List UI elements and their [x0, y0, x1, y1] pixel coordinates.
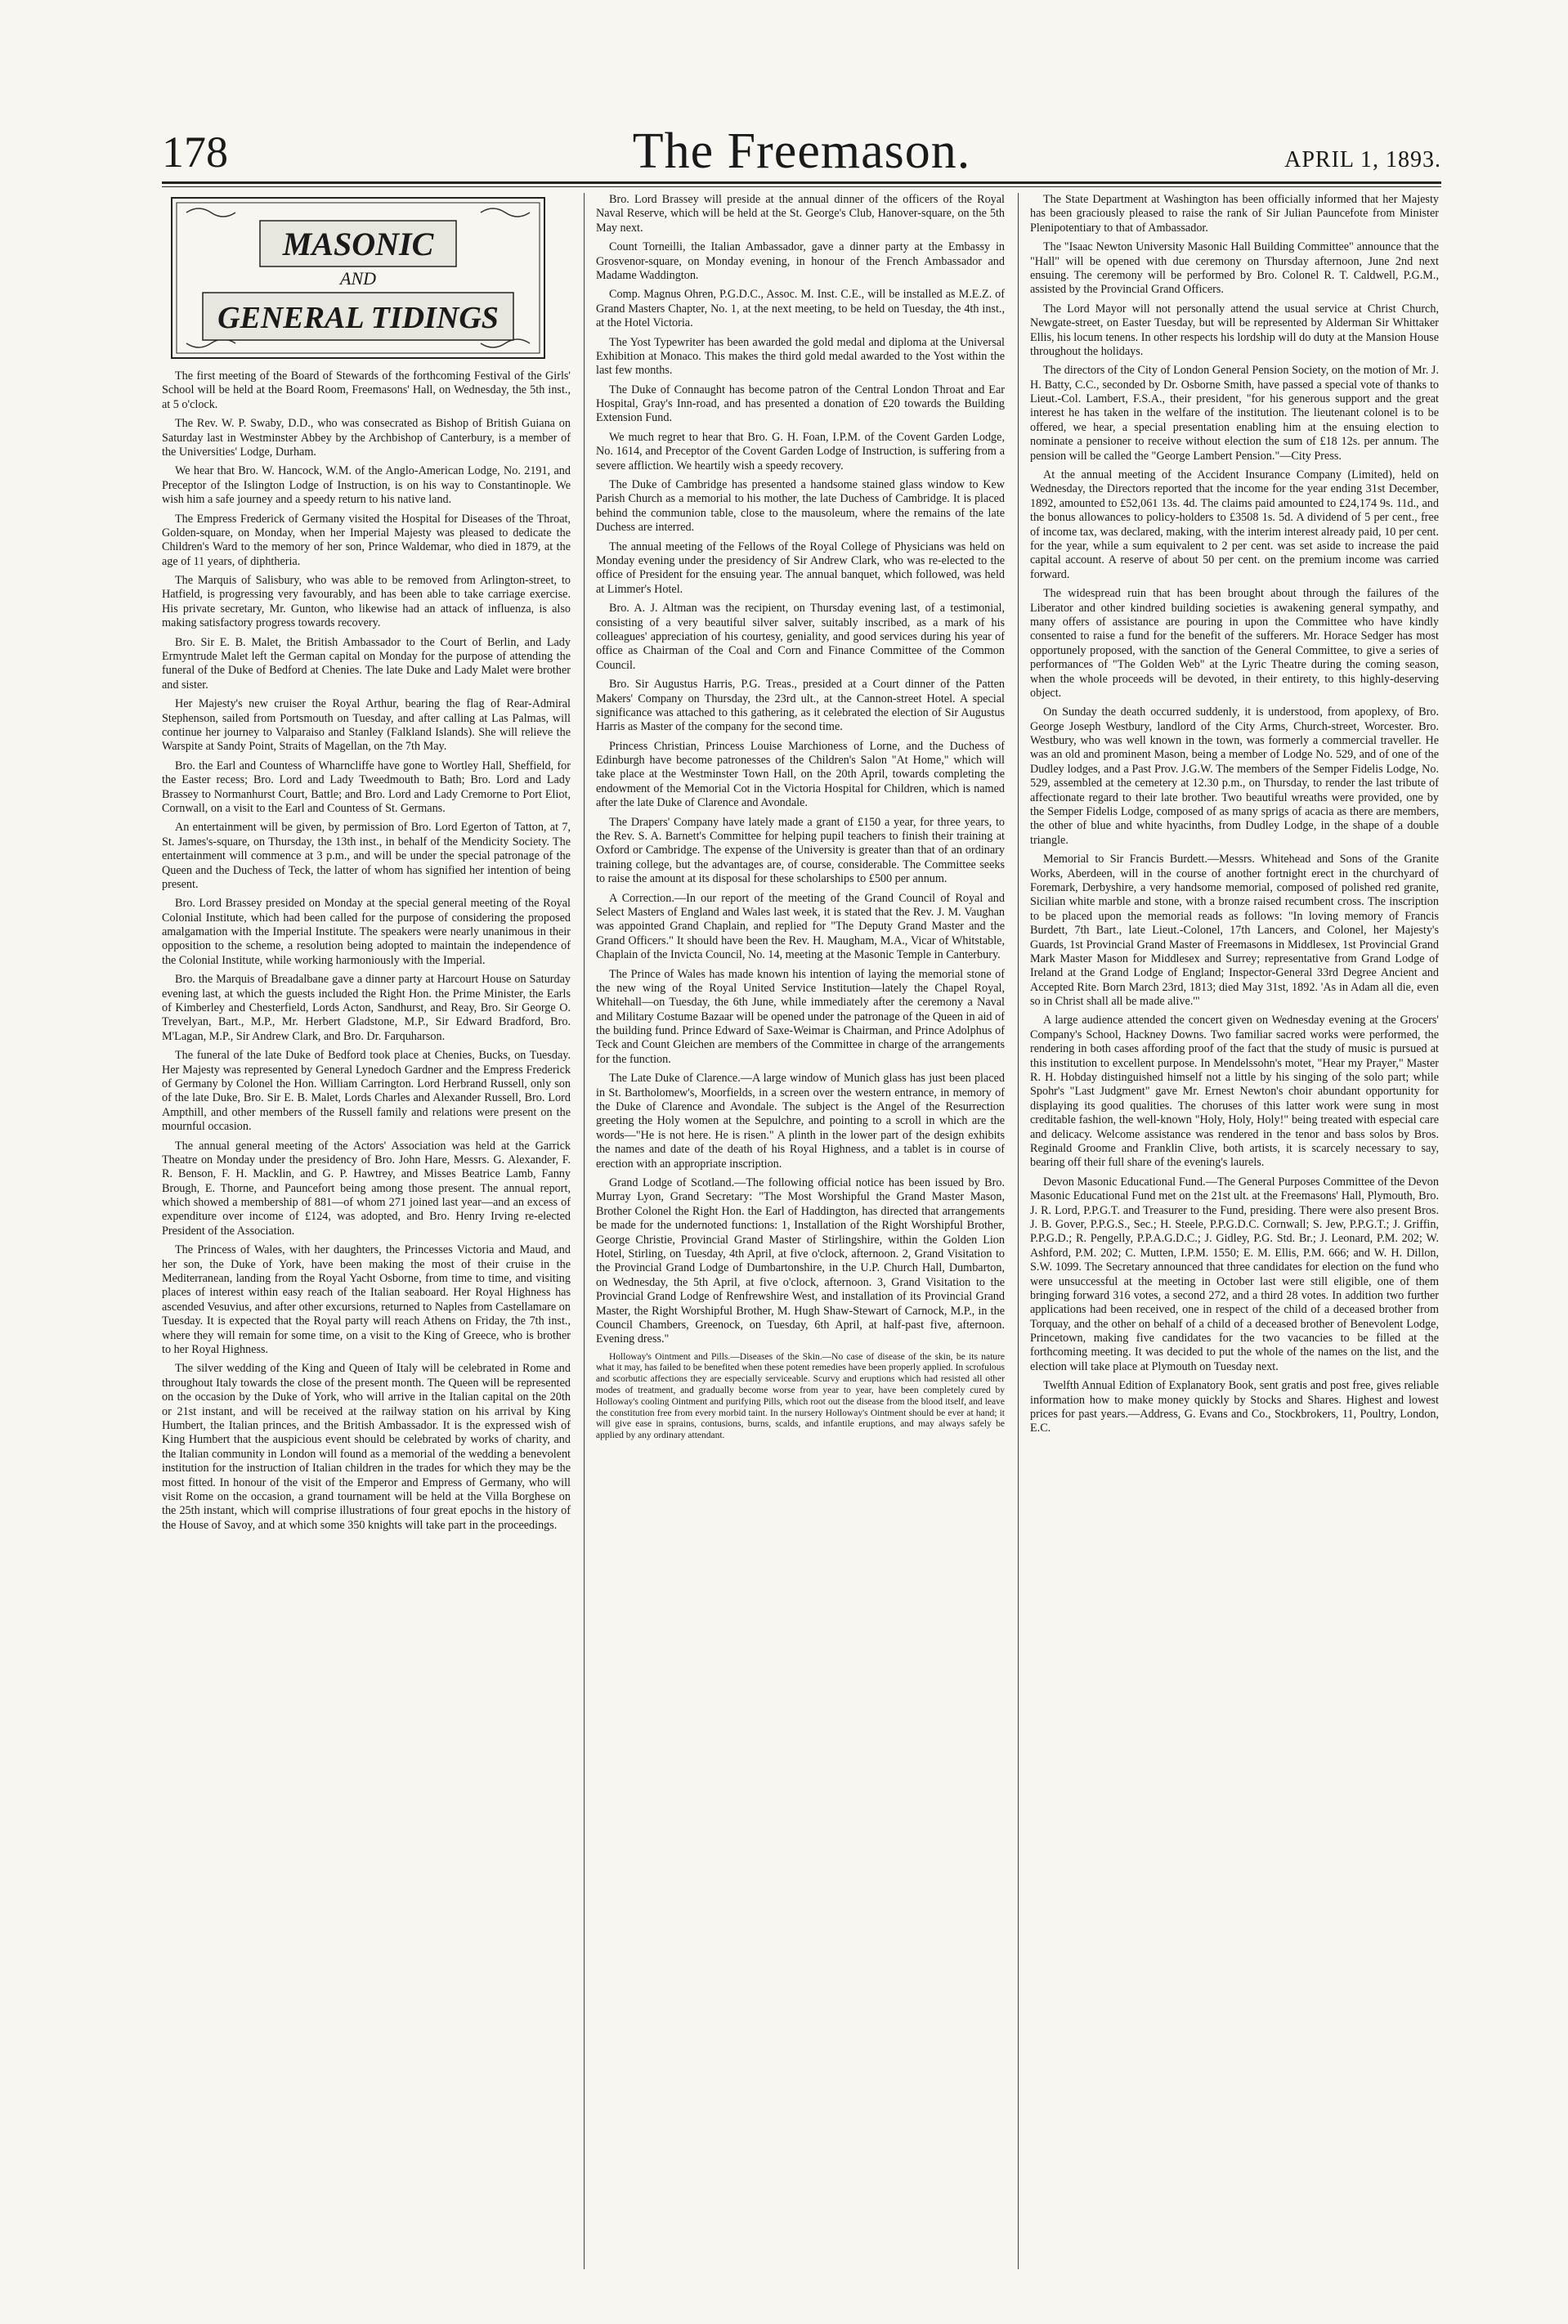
article-paragraph: The "Isaac Newton University Masonic Hall Building Committee" announce that the "Hall" will be opened with due ceremony on Thursday afternoon, June 2nd next ensuing. The ceremony will be performed by Bro. Colonel R. T. Caldwell, P.G.M., assisted by the Provincial Grand Officers.	[1030, 240, 1439, 297]
advertisement-paragraph: Twelfth Annual Edition of Explanatory Book, sent gratis and post free, gives reliable information how to make money quickly by Stocks and Shares. Highest and lowest prices for past years.—Address, G. Evans and Co., Stockbrokers, 11, Poultry, London, E.C.	[1030, 1379, 1439, 1435]
article-paragraph: The Rev. W. P. Swaby, D.D., who was consecrated as Bishop of British Guiana on Saturday last in Westminster Abbey by the Archbishop of Canterbury, is a member of the Universities' Lodge, Durham.	[162, 417, 571, 459]
column-divider	[584, 193, 585, 2269]
masonic-tidings-banner	[170, 196, 546, 360]
article-paragraph: The Drapers' Company have lately made a grant of £150 a year, for three years, to the Rev. S. A. Barnett's Committee for helping pupil teachers to finish their training at Oxford or Cambridge. The expense of the University is greater than that of an ordinary training college, but the advantages are, of course, considerable. The Committee seeks to raise the amount at its disposal for these scholarships to £500 per annum.	[596, 815, 1005, 886]
article-paragraph: The Princess of Wales, with her daughters, the Princesses Victoria and Maud, and her son, the Duke of York, have been making the most of their cruise in the Mediterranean, landing from the Royal Yacht Osborne, from time to time, and visiting places of interest within easy reach of the Italian seaboard. Her Royal Highness has ascended Vesuvius, and after other excursions, returned to Naples from Castellamare on Tuesday. It is expected that the Royal party will reach Athens on Friday, the 7th inst., where they will remain for some time, on a visit to the King of Greece, who is brother to her Royal Highness.	[162, 1243, 571, 1356]
heading-line-general-tidings: GENERAL TIDINGS	[217, 301, 499, 335]
article-paragraph: Bro. the Marquis of Breadalbane gave a dinner party at Harcourt House on Saturday evening last, at which the guests included the Right Hon. the Prime Minister, the Earls of Kimberley and Chesterfield, Lords Acton, Sandhurst, and Reay, Bro. Sir George O. Trevelyan, Bart., M.P., Mr. Herbert Gladstone, M.P., Sir Edward Bradford, Bro. M'Lagan, M.P., Sir Andrew Clark, and Bro. Dr. Farquharson.	[162, 973, 571, 1043]
article-paragraph: The Prince of Wales has made known his intention of laying the memorial stone of the new wing of the Royal United Service Institution—lately the Chapel Royal, Whitehall—on Tuesday, the 6th June, while immediately after the ceremony a Naval and Military Costume Bazaar will be opened under the patronage of the Queen in aid of the building fund. Prince Edward of Saxe-Weimar is Chairman, and Prince Adolphus of Teck and Count Gleichen are members of the Committee in charge of the arrangements for the function.	[596, 967, 1005, 1066]
article-paragraph: Bro. Sir E. B. Malet, the British Ambassador to the Court of Berlin, and Lady Ermyntrude Malet left the German capital on Monday for the purpose of attending the funeral of the Duke of Bedford at Chenies. The late Duke and Lady Malet were brother and sister.	[162, 635, 571, 692]
article-paragraph: The annual meeting of the Fellows of the Royal College of Physicians was held on Monday evening under the presidency of Sir Andrew Clark, who was re-elected to the office of President for the ensuing year. The annual banquet, which followed, was held at Limmer's Hotel.	[596, 540, 1005, 596]
header-rule	[162, 181, 1441, 184]
article-paragraph: The silver wedding of the King and Queen of Italy will be celebrated in Rome and throughout Italy towards the close of the present month. The Queen will be represented on the occasion by the Duke of York, who will arrive in the Italian capital on the 20th or 21st instant, and will be received at the railway station on his arrival by King Humbert, the Italian princes, and the British Ambassador. It is the expressed wish of King Humbert that the auspicious event should be celebrated by works of charity, and the Italian community in London will found as a memorial of the wedding a benevolent institution for the instruction of Italian children in the trades for which they may be the most fitted. In honour of the visit of the Emperor and Empress of Germany, who will visit Rome on the occasion, a grand tournament will be held at the Villa Borghese on the 25th instant, which will comprise illustrations of four great epochs in the history of the House of Savoy, and at which some 350 knights will take part in the proceedings.	[162, 1362, 571, 1532]
masthead	[162, 123, 1441, 180]
article-paragraph: The first meeting of the Board of Stewards of the forthcoming Festival of the Girls' School will be held at the Board Room, Freemasons' Hall, on Wednesday, the 5th inst., at 5 o'clock.	[162, 369, 571, 411]
article-paragraph: Grand Lodge of Scotland.—The following official notice has been issued by Bro. Murray Lyon, Grand Secretary: "The Most Worshipful the Grand Master Mason, Brother Colonel the Right Hon. the Earl of Haddington, has directed that arrangements be made for the undernoted functions: 1, Installation of the Right Worshipful Brother, George Christie, Provincial Grand Master of Stirlingshire, within the Golden Lion Hotel, Stirling, on Tuesday, 4th April, at five o'clock, afternoon. 2, Grand Visitation to the Provincial Grand Lodge of Dumbartonshire, in the U.P. Church Hall, Dumbarton, on Wednesday, the 5th April, at five o'clock, afternoon. 3, Grand Visitation to the Provincial Grand Lodge of Renfrewshire West, and installation of its Provincial Grand Master, the Right Worshipful Brother, M. Hugh Shaw-Stewart of Carnock, M.P., in the Council Chambers, Greenock, on Tuesday, 6th April, at half-past five, afternoon. Evening dress."	[596, 1176, 1005, 1346]
header-rule-thin	[162, 186, 1441, 187]
article-paragraph: Bro. Lord Brassey will preside at the annual dinner of the officers of the Royal Naval Reserve, which will be held at the St. George's Club, Hanover-square, on the 5th May next.	[596, 193, 1005, 235]
article-paragraph: We hear that Bro. W. Hancock, W.M. of the Anglo-American Lodge, No. 2191, and Preceptor of the Islington Lodge of Instruction, is on his way to Constantinople. We wish him a safe journey and a speedy return to his native land.	[162, 464, 571, 507]
article-paragraph: On Sunday the death occurred suddenly, it is understood, from apoplexy, of Bro. George Joseph Westbury, landlord of the City Arms, Church-street, Worcester. Bro. Westbury, who was well known in the town, was formerly a commercial traveller. He was an old and prominent Mason, being a member of Lodge No. 529, and of one of the Dudley lodges, and a Past Prov. J.G.W. The members of the Semper Fidelis Lodge, No. 529, assembled at the cemetery at 12.30 p.m., on Thursday, to render the last tribute of affectionate regard to their late brother. Two beautiful wreaths were provided, one by the Semper Fidelis Lodge, composed of as many sprigs of acacia as there are members, the other of blue and white hyacinths, from Dudley Lodge, in the shape of a double triangle.	[1030, 705, 1439, 847]
article-paragraph: The widespread ruin that has been brought about through the failures of the Liberator and other kindred building societies is awakening general sympathy, and many offers of assistance are pouring in upon the Committee who have kindly consented to raise a fund for the benefit of the sufferers. Mr. Horace Sedger has most opportunely proposed, with the sanction of the General Committee, to give a series of performances of "The Golden Web" at the Lyric Theatre during the coming season, when the whole proceeds will be devoted, in their entirety, to this highly-deserving object.	[1030, 587, 1439, 700]
article-paragraph: The funeral of the late Duke of Bedford took place at Chenies, Bucks, on Tuesday. Her Majesty was represented by General Lynedoch Gardner and the Empress Frederick of Germany by Colonel the Hon. William Carrington. Lord Herbrand Russell, only son of the late Duke, Bro. Sir E. B. Malet, Lords Charles and Alexander Russell, Bro. Lord Ampthill, and other members of the Russell family and relations were present on the mournful occasion.	[162, 1049, 571, 1134]
article-paragraph: Bro. Lord Brassey presided on Monday at the special general meeting of the Royal Colonial Institute, which had been called for the purpose of considering the proposed amalgamation with the Imperial Institute. The speakers were nearly unanimous in their opposition to the scheme, a resolution being adopted to maintain the independence of the Colonial Institute, while working harmoniously with the Imperial.	[162, 897, 571, 967]
article-paragraph: We much regret to hear that Bro. G. H. Foan, I.P.M. of the Covent Garden Lodge, No. 1614, and Preceptor of the Covent Garden Lodge of Instruction, is suffering from a severe affliction. We heartily wish a speedy recovery.	[596, 430, 1005, 472]
article-paragraph: Memorial to Sir Francis Burdett.—Messrs. Whitehead and Sons of the Granite Works, Aberdeen, will in the course of another fortnight erect in the churchyard of Foremark, Derbyshire, a very handsome memorial, composed of polished red granite, Sicilian white marble and stone, with a bronze raised recumbent cross. The inscription to be placed upon the memorial reads as follows: "In loving memory of Francis Burdett, 7th Bart., late Lieut.-Colonel, 17th Lancers, and Colonel, her Majesty's Guards, 1st Provincial Grand Master of Freemasons in Middlesex, 1st Provincial Grand Mark Master Mason for Middlesex and Surrey; representative from Grand Lodge of Ireland at the Grand Lodge of England; Inspector-General 33rd Degree Ancient and Accepted Rite. Born March 23rd, 1813; died May 31st, 1892. 'As in Adam all die, even so in Christ shall all be made alive.'"	[1030, 853, 1439, 1009]
heading-line-masonic: MASONIC	[282, 226, 434, 262]
newspaper-title: The Freemason.	[632, 123, 971, 179]
article-paragraph: Devon Masonic Educational Fund.—The General Purposes Committee of the Devon Masonic Educational Fund met on the 21st ult. at the Freemasons' Hall, Plymouth, Bro. J. R. Lord, P.P.G.T. and Treasurer to the Fund, presiding. There were also present Bros. J. B. Gover, P.P.G.S., Sec.; H. Steele, P.P.G.D.C. Cornwall; S. Jew, P.P.G.T.; J. Griffin, P.P.G.D.; R. Pengelly, P.P.A.G.D.C.; J. Gidley, P.G. Std. Br.; J. Leonard, P.M. 202; W. Ashford, P.M. 202; C. Mutten, I.P.M. 1550; E. M. Ellis, P.M. 666; and W. H. Dillon, S.W. 1099. The Secretary announced that three candidates for election on the fund who were unsuccessful at the meeting in October last were still eligible, one of them bringing forward 316 votes, a second 272, and a third 28 votes. In addition two further applications had been received, one in respect of the child of a deceased brother from Torquay, and the other on behalf of a child of a deceased brother of Benevolent Lodge, Princetown, making five candidates for the two vacancies to be filled at the forthcoming meeting. It was decided to put the whole of the names on the list, and the election will take place at Plymouth on Tuesday next.	[1030, 1175, 1439, 1373]
article-paragraph: The annual general meeting of the Actors' Association was held at the Garrick Theatre on Monday under the presidency of Bro. John Hare, Messrs. G. Alexander, F. R. Benson, F. H. Macklin, and G. P. Hawtrey, and Misses Beatrice Lamb, Fanny Brough, E. Thorne, and Pauncefort being among those present. The annual report, which showed a membership of 881—of whom 271 joined last year—and an excess of expenditure over income of £124, was adopted, and Bro. Henry Irving re-elected President of the Association.	[162, 1139, 571, 1238]
article-paragraph: The Late Duke of Clarence.—A large window of Munich glass has just been placed in St. Bartholomew's, Moorfields, in a screen over the western entrance, in memory of the Duke of Clarence and Avondale. The subject is the Angel of the Resurrection greeting the Holy women at the Sepulchre, and pointing to a scroll in which are the words—"He is not here. He is risen." A plinth in the lower part of the design exhibits the names and date of the death of his Royal Highness, and a tablet is in course of erection with an appropriate inscription.	[596, 1072, 1005, 1171]
article-paragraph: A Correction.—In our report of the meeting of the Grand Council of Royal and Select Masters of England and Wales last week, it is stated that the Rev. J. M. Vaughan was appointed Grand Chaplain, and replied for "The Deputy Grand Master and the Grand Officers." It should have been the Rev. H. Maugham, M.A., Vicar of Whitstable, Chaplain of the Invicta Council, No. 14, meeting at the Masonic Temple in Canterbury.	[596, 891, 1005, 962]
article-paragraph: The Empress Frederick of Germany visited the Hospital for Diseases of the Throat, Golden-square, on Monday, when her Imperial Majesty was pleased to dedicate the Children's Ward to the memory of her son, Prince Waldemar, who died in 1879, at the age of 11 years, of diphtheria.	[162, 512, 571, 568]
column-2	[596, 193, 1005, 2269]
article-paragraph: The Marquis of Salisbury, who was able to be removed from Arlington-street, to Hatfield, is progressing very favourably, and has been able to take carriage exercise. His private secretary, Mr. Gunton, who likewise had an attack of influenza, is also making satisfactory progress towards recovery.	[162, 574, 571, 630]
article-paragraph: Count Torneilli, the Italian Ambassador, gave a dinner party at the Embassy in Grosvenor-square, on Monday evening, in honour of the French Ambassador and Madame Waddington.	[596, 240, 1005, 282]
column-1	[162, 193, 571, 2269]
page-number: 178	[162, 128, 228, 177]
article-paragraph: The Lord Mayor will not personally attend the usual service at Christ Church, Newgate-street, on Easter Tuesday, but will be represented by Alderman Sir Whittaker Ellis, his locum tenens. In other respects his lordship will do duty at the Mansion House throughout the holidays.	[1030, 302, 1439, 358]
article-paragraph: Bro. A. J. Altman was the recipient, on Thursday evening last, of a testimonial, consisting of a very beautiful silver salver, suitably inscribed, as a mark of his colleagues' appreciation of his courtesy, geniality, and good services during his year of office as Chairman of the Coal and Corn and Finance Committee of the Common Council.	[596, 602, 1005, 672]
article-paragraph: Princess Christian, Princess Louise Marchioness of Lorne, and the Duchess of Edinburgh have become patronesses of the Children's Salon "At Home," which will take place at the Westminster Town Hall, on the 20th April, towards completing the endowment of the Memorial Cot in the Victoria Hospital for Children, which is named after the late Duke of Clarence and Avondale.	[596, 739, 1005, 810]
heading-line-and: AND	[340, 268, 376, 289]
article-paragraph: The Duke of Connaught has become patron of the Central London Throat and Ear Hospital, Gray's Inn-road, and has presented a donation of £20 towards the Building Extension Fund.	[596, 383, 1005, 425]
column-divider	[1018, 193, 1019, 2269]
article-paragraph: The Yost Typewriter has been awarded the gold medal and diploma at the Universal Exhibition at Monaco. This makes the third gold medal awarded to the Yost within the last few months.	[596, 335, 1005, 378]
article-paragraph: At the annual meeting of the Accident Insurance Company (Limited), held on Wednesday, the Directors reported that the income for the year ending 31st December, 1892, amounted to £52,061 13s. 4d. The claims paid amounted to £24,174 9s. 11d., and the bonus allowances to policy-holders to £3508 1s. 5d. A dividend of 5 per cent., free of income tax, was declared, making, with the interim interest already paid, 10 per cent. for the year, while a sum equivalent to 2 per cent. was set aside to increase the paid capital account. A reserve of about 50 per cent. on the premium income was carried forward.	[1030, 468, 1439, 581]
article-paragraph: Comp. Magnus Ohren, P.G.D.C., Assoc. M. Inst. C.E., will be installed as M.E.Z. of Grand Masters Chapter, No. 1, at the next meeting, to be held on Tuesday, the 4th inst., at the Hotel Victoria.	[596, 288, 1005, 330]
article-paragraph: The Duke of Cambridge has presented a handsome stained glass window to Kew Parish Church as a memorial to his mother, the late Duchess of Cambridge. It is placed behind the communion table, close to the mausoleum, where the remains of the late Duchess are interred.	[596, 478, 1005, 535]
article-paragraph: Bro. the Earl and Countess of Wharncliffe have gone to Wortley Hall, Sheffield, for the Easter recess; Bro. Lord and Lady Tweedmouth to Bath; Bro. Lord and Lady Brassey to Normanhurst Court, Battle; and Bro. Lord and Lady Cremorne to Port Eliot, Cornwall, on a visit to the Earl and Countess of St. Germans.	[162, 759, 571, 815]
section-heading-ornament	[170, 196, 546, 360]
article-paragraph: Bro. Sir Augustus Harris, P.G. Treas., presided at a Court dinner of the Patten Makers' Company on Thursday, the 23rd ult., at the Cannon-street Hotel. A special significance was attached to this gathering, as it celebrated the election of Sir Augustus Harris as Master of the company for the second time.	[596, 678, 1005, 734]
article-paragraph: A large audience attended the concert given on Wednesday evening at the Grocers' Company's School, Hackney Downs. Two familiar sacred works were performed, the rendering in both cases affording proof of the fact that the study of music is pursued at this institution to excellent purpose. In Mendelssohn's motet, "Hear my Prayer," Master R. H. Hobday distinguished himself not a little by his singing of the solo part; while Spohr's "Last Judgment" gave Mr. Ernest Newton's choir abundant opportunity for displaying its good qualities. The choruses of this latter work were sung in most creditable fashion, the well-known "Holy, Holy, Holy!" being treated with especial care and delicacy. Welcome assistance was rendered in the tenor and bass solos by Bros. Reginald Groome and Franklin Clive, both artists, it is scarcely necessary to say, bearing off their full share of the evening's laurels.	[1030, 1014, 1439, 1170]
advertisement-paragraph: Holloway's Ointment and Pills.—Diseases of the Skin.—No case of disease of the skin, be its nature what it may, has failed to be benefited when these potent remedies have been properly applied. In scrofulous and scorbutic affections they are especially serviceable. Scurvy and eruptions which had resisted all other modes of treatment, and gradually become worse from year to year, have been completely cured by Holloway's cooling Ointment and purifying Pills, which root out the disease from the blood itself, and leave the constitution free from every morbid taint. In the nursery Holloway's Ointment should be ever at hand; it will give ease in sprains, contusions, burns, scalds, and infantile eruptions, and may always safely be applied by any ordinary attendant.	[596, 1351, 1005, 1441]
article-paragraph: An entertainment will be given, by permission of Bro. Lord Egerton of Tatton, at 7, St. James's-square, on Thursday, the 13th inst., in behalf of the Mendicity Society. The entertainment will commence at 3 p.m., and will be under the special patronage of the Queen and the Duchess of Teck, the latter of whom has signified her intention of being present.	[162, 821, 571, 891]
article-paragraph: The directors of the City of London General Pension Society, on the motion of Mr. J. H. Batty, C.C., seconded by Dr. Osborne Smith, have passed a special vote of thanks to Lieut.-Col. Lambert, F.S.A., their president, "for his generous support and the great interest he has taken in the welfare of the institution. The lieutenant colonel is to be offered, we hear, a special presentation enabling him at the ensuing election to nominate a pensioner to receive without election the sum of £18 12s. per annum. The pension will be called the "George Lambert Pension."—City Press.	[1030, 364, 1439, 463]
issue-date: APRIL 1, 1893.	[1284, 147, 1441, 172]
column-3	[1030, 193, 1439, 2269]
article-paragraph: The State Department at Washington has been officially informed that her Majesty has been graciously pleased to raise the rank of Sir Julian Pauncefote from Minister Plenipotentiary to that of Ambassador.	[1030, 193, 1439, 235]
article-paragraph: Her Majesty's new cruiser the Royal Arthur, bearing the flag of Rear-Admiral Stephenson, sailed from Portsmouth on Tuesday, and after calling at Las Palmas, will continue her journey to Valparaiso and Stanley (Falkland Islands). She will relieve the Warspite at Sandy Point, Straits of Magellan, on the 7th May.	[162, 697, 571, 754]
